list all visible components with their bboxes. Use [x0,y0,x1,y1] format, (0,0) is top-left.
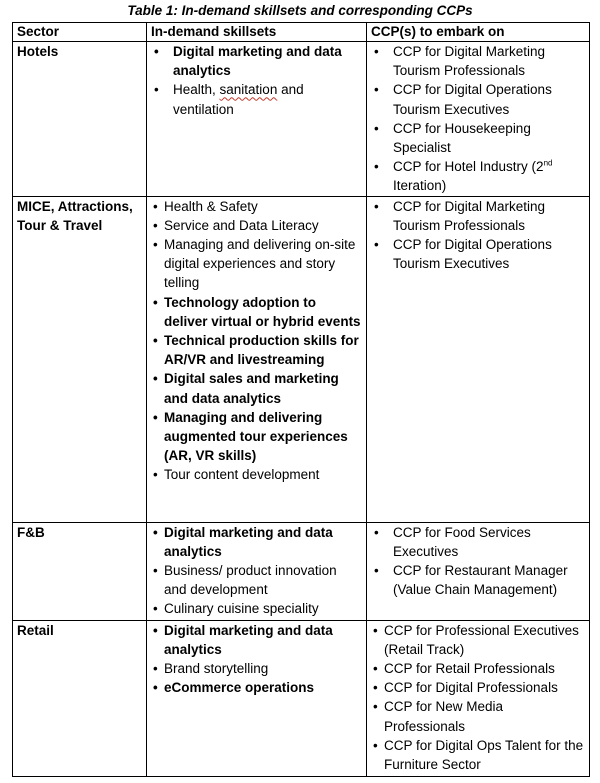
list-item: • Service and Data Literacy [151,216,362,235]
skill-text: Health, [173,82,220,98]
list-item: • Health & Safety [151,197,362,216]
list-item: • CCP for Digital Marketing Tourism Professionals [371,197,585,235]
list-item: • Digital marketing and data analytics [151,621,362,659]
ccps-cell [367,620,590,776]
list-item: • CCP for Food Services Executives [371,523,585,561]
list-item: • Digital marketing and data analytics [151,42,362,80]
list-item: • CCP for Digital Professionals [371,678,585,697]
sector-cell: MICE, Attractions, Tour & Travel [13,196,147,522]
ccp-text: CCP for Hotel Industry (2 [393,159,544,175]
list-item: • eCommerce operations [151,678,362,697]
list-item: • Managing and delivering augmented tour experiences (AR, VR skills) [151,408,362,466]
list-item: • CCP for New Media Professionals [371,697,585,735]
header-ccps: CCP(s) to embark on [367,23,590,42]
list-item: • Digital marketing and data analytics [151,523,362,561]
skills-cell [147,42,367,197]
header-sector: Sector [13,23,147,42]
list-item: • CCP for Housekeeping Specialist [371,119,585,157]
sector-cell: Hotels [13,42,147,197]
ccp-superscript: nd [543,158,553,168]
ccps-cell [367,42,590,197]
skills-table [12,22,590,777]
list-item: • Digital sales and marketing and data analytics [151,369,362,407]
spellcheck-flagged-word: sanitation [219,82,278,98]
table-row-fnb [13,522,590,620]
skills-cell [147,196,367,522]
sector-cell: Retail [13,620,147,776]
skills-cell [147,620,367,776]
list-item: • CCP for Retail Professionals [371,659,585,678]
table-caption: Table 1: In-demand skillsets and corresponding CCPs [127,3,473,18]
ccps-cell [367,522,590,620]
header-row [13,23,590,42]
ccp-text: Iteration) [393,178,447,194]
list-item: • Tour content development [151,465,362,484]
table-row-hotels [13,42,590,197]
skills-cell [147,522,367,620]
table-row-retail [13,620,590,776]
list-item [371,157,585,195]
header-skillsets: In-demand skillsets [147,23,367,42]
table-row-mice [13,196,590,522]
skill-text: and ventilation [173,82,304,117]
list-item: • CCP for Digital Ops Talent for the Furniture Sector [371,736,585,774]
list-item: • CCP for Professional Executives (Retail Track) [371,621,585,659]
list-item: • Brand storytelling [151,659,362,678]
list-item: • CCP for Digital Marketing Tourism Professionals [371,42,585,80]
list-item: • CCP for Digital Operations Tourism Executives [371,235,585,273]
list-item: • Technical production skills for AR/VR and livestreaming [151,331,362,369]
list-item: • Culinary cuisine speciality [151,599,362,618]
list-item: • Managing and delivering on-site digital experiences and story telling [151,235,362,293]
sector-cell: F&B [13,522,147,620]
list-item [151,80,362,118]
list-item: • CCP for Restaurant Manager (Value Chain Management) [371,561,585,599]
list-item: • Business/ product innovation and development [151,561,362,599]
list-item: • CCP for Digital Operations Tourism Executives [371,80,585,118]
list-item: • Technology adoption to deliver virtual or hybrid events [151,293,362,331]
ccps-cell [367,196,590,522]
